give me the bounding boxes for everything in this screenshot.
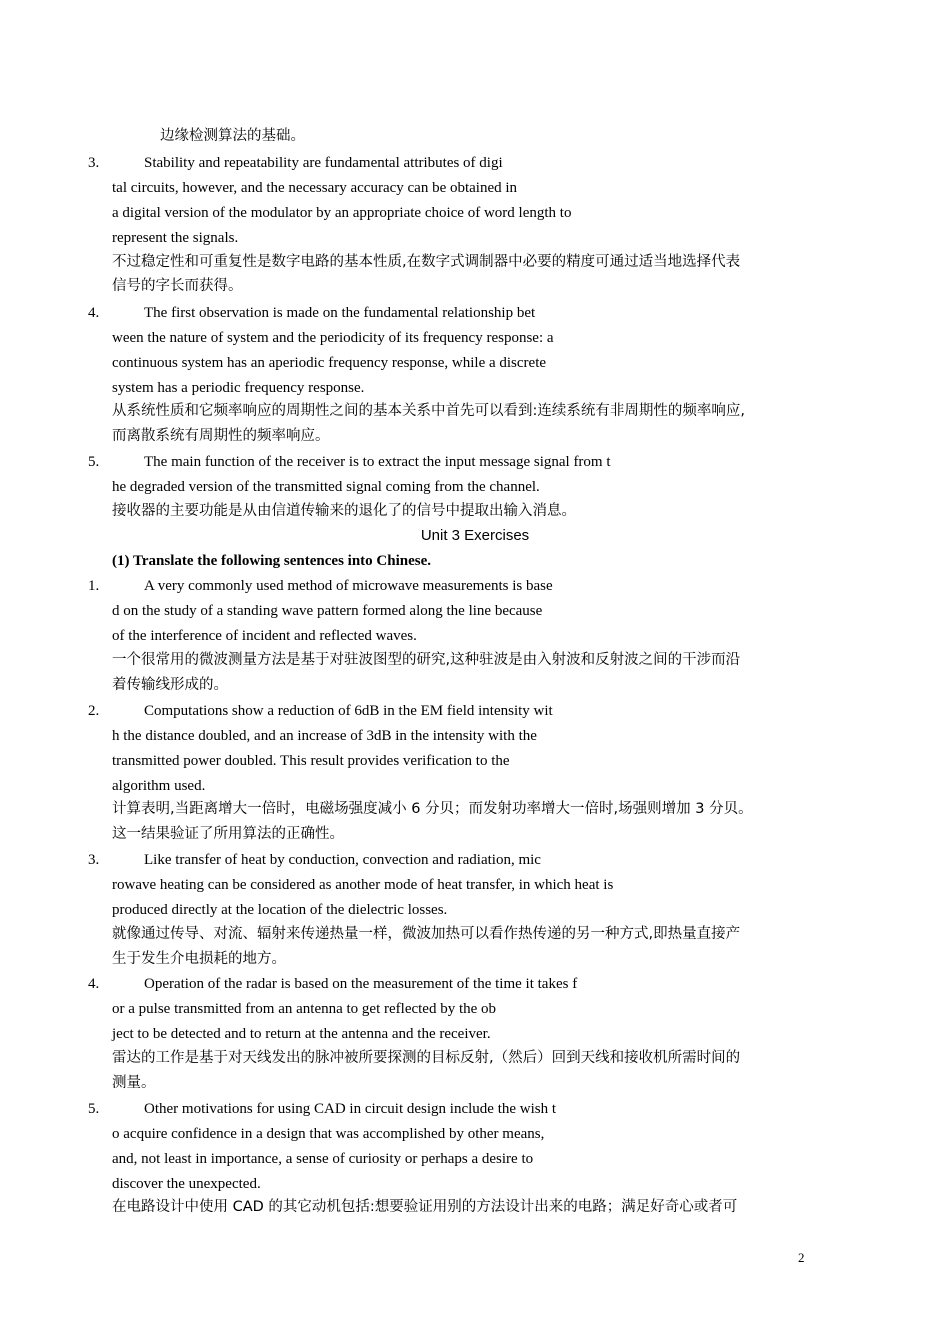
en-line: Stability and repeatability are fundamental attributes of digi [144,155,503,171]
en-line: of the interference of incident and reflected waves. [112,628,417,644]
en-line: o acquire confidence in a design that was accomplished by other means, [112,1126,545,1142]
en-line: and, not least in importance, a sense of curiosity or perhaps a desire to [112,1151,534,1167]
item-number: 4. [88,976,100,992]
item-number: 1. [88,578,100,594]
zh-line: 测量。 [112,1075,156,1091]
zh-line: 而离散系统有周期性的频率响应。 [112,428,330,444]
en-line: represent the signals. [112,230,239,246]
en-line: transmitted power doubled. This result provides verification to the [112,753,510,769]
zh-line: 在电路设计中使用 CAD 的其它动机包括:想要验证用别的方法设计出来的电路；满足好奇心或者可 [112,1199,738,1215]
en-line: a digital version of the modulator by an appropriate choice of word length to [112,205,572,221]
en-line: he degraded version of the transmitted signal coming from the channel. [112,479,540,495]
zh-line: 雷达的工作是基于对天线发出的脉冲被所要探测的目标反射,（然后）回到天线和接收机所需时间的 [112,1050,741,1066]
item-number: 5. [88,1101,100,1117]
en-line: h the distance doubled, and an increase of 3dB in the intensity with the [112,728,537,744]
item-number: 3. [88,155,100,171]
zh-line: 接收器的主要功能是从由信道传输来的退化了的信号中提取出输入消息。 [112,503,576,519]
en-line: d on the study of a standing wave pattern formed along the line because [112,603,543,619]
en-line: rowave heating can be considered as another mode of heat transfer, in which heat is [112,877,614,893]
item-number: 4. [88,305,100,321]
en-line: The first observation is made on the fundamental relationship bet [144,305,536,321]
en-line: or a pulse transmitted from an antenna to get reflected by the ob [112,1001,497,1017]
item-number: 3. [88,852,100,868]
en-line: discover the unexpected. [112,1176,261,1192]
item-number: 5. [88,454,100,470]
en-line: The main function of the receiver is to extract the input message signal from t [144,454,611,470]
item-number: 2. [88,703,100,719]
zh-line: 一个很常用的微波测量方法是基于对驻波图型的研究,这种驻波是由入射波和反射波之间的干涉而沿 [112,652,741,668]
zh-line: 信号的字长而获得。 [112,278,243,294]
en-line: Operation of the radar is based on the measurement of the time it takes f [144,976,578,992]
unit-title: Unit 3 Exercises [420,527,530,544]
en-line: system has a periodic frequency response. [112,380,365,396]
en-line: ween the nature of system and the periodicity of its frequency response: a [112,330,554,346]
en-line: produced directly at the location of the dielectric losses. [112,902,448,918]
page-number: 2 [798,1250,805,1265]
en-line: ject to be detected and to return at the antenna and the receiver. [112,1026,491,1042]
en-line: Other motivations for using CAD in circuit design include the wish t [144,1101,557,1117]
zh-line: 这一结果验证了所用算法的正确性。 [112,826,344,842]
en-line: algorithm used. [112,778,206,794]
en-line: Like transfer of heat by conduction, convection and radiation, mic [144,852,541,868]
zh-line: 计算表明,当距离增大一倍时，电磁场强度减小 6 分贝；而发射功率增大一倍时,场强则增加 3 分贝。 [112,801,753,817]
zh-line: 着传输线形成的。 [112,677,228,693]
zh-continuation: 边缘检测算法的基础。 [160,128,305,144]
exercise-subtitle: (1) Translate the following sentences into Chinese. [112,553,432,569]
zh-line: 不过稳定性和可重复性是数字电路的基本性质,在数字式调制器中必要的精度可通过适当地选择代表 [112,254,741,270]
en-line: tal circuits, however, and the necessary accuracy can be obtained in [112,180,518,196]
en-line: A very commonly used method of microwave measurements is base [144,578,553,594]
zh-line: 从系统性质和它频率响应的周期性之间的基本关系中首先可以看到:连续系统有非周期性的频率响应, [112,403,745,419]
zh-line: 就像通过传导、对流、辐射来传递热量一样，微波加热可以看作热传递的另一种方式,即热量直接产 [112,926,741,942]
en-line: Computations show a reduction of 6dB in the EM field intensity wit [144,703,553,719]
zh-line: 生于发生介电损耗的地方。 [112,951,286,967]
en-line: continuous system has an aperiodic frequency response, while a discrete [112,355,547,371]
